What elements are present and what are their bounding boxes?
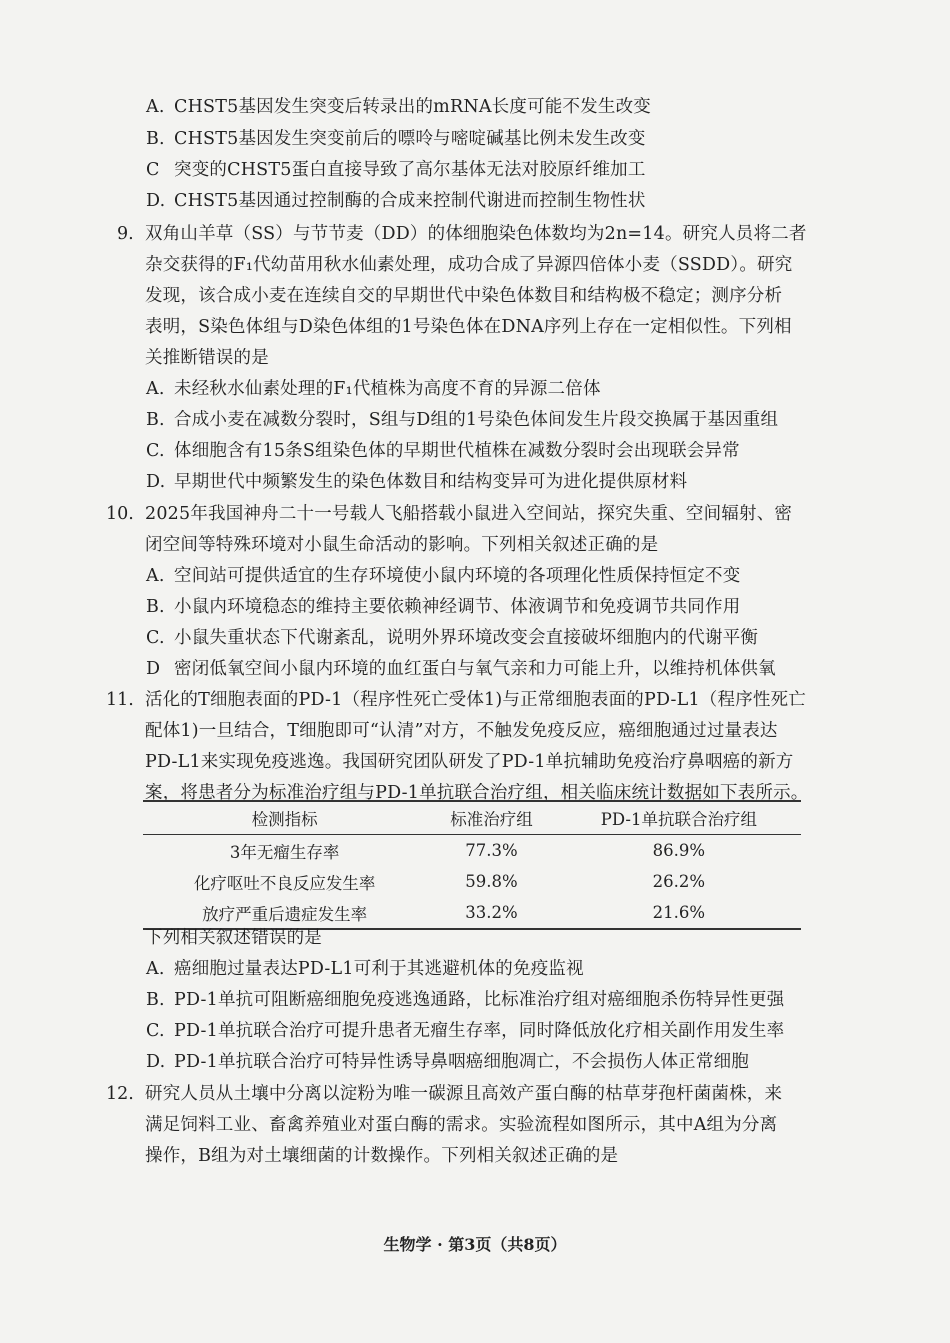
clinical-data-table xyxy=(143,800,801,930)
q11-option-b: B. PD-1单抗可阻断癌细胞免疫逃逸通路，比标准治疗组对癌细胞杀伤特异性更强 xyxy=(146,990,785,1010)
table-header-row xyxy=(143,801,801,835)
q8-option-d: D. CHST5基因通过控制酶的合成来控制代谢进而控制生物性状 xyxy=(146,191,646,211)
q9-option-c: C. 体细胞含有15条S组染色体的早期世代植株在减数分裂时会出现联会异常 xyxy=(146,441,740,461)
table-cell: 77.3% xyxy=(465,841,518,860)
q9-stem-line: 发现，该合成小麦在连续自交的早期世代中染色体数目和结构极不稳定；测序分析 xyxy=(145,286,783,306)
q11-option-d: D. PD-1单抗联合治疗可特异性诱导鼻咽癌细胞凋亡，不会损伤人体正常细胞 xyxy=(146,1052,749,1072)
table-cell: 化疗呕吐不良反应发生率 xyxy=(193,873,376,893)
table-header: PD-1单抗联合治疗组 xyxy=(557,801,801,835)
q10-option-c: C. 小鼠失重状态下代谢紊乱，说明外界环境改变会直接破坏细胞内的代谢平衡 xyxy=(146,628,759,648)
q12-number: 12. xyxy=(106,1084,134,1104)
table-cell: 放疗严重后遗症发生率 xyxy=(143,897,426,929)
q10-number: 10. xyxy=(106,504,134,524)
q9-stem-line: 杂交获得的F₁代幼苗用秋水仙素处理，成功合成了异源四倍体小麦（SSDD）。研究 xyxy=(145,255,793,275)
table-cell: 33.2% xyxy=(426,897,556,929)
q12-stem-line: 操作，B组为对土壤细菌的计数操作。下列相关叙述正确的是 xyxy=(145,1146,619,1166)
q9-option-d: D. 早期世代中频繁发生的染色体数目和结构变异可为进化提供原材料 xyxy=(146,472,688,492)
table-cell: 21.6% xyxy=(557,897,801,929)
table-cell: 26.2% xyxy=(652,872,706,891)
table-row xyxy=(143,897,801,929)
q11-stem-line: 活化的T细胞表面的PD-1（程序性死亡受体1)与正常细胞表面的PD-L1（程序性死亡 xyxy=(145,690,807,710)
q10-stem-line: 闭空间等特殊环境对小鼠生命活动的影响。下列相关叙述正确的是 xyxy=(145,535,659,555)
q11-stem-line: PD-L1来实现免疫逃逸。我国研究团队研发了PD-1单抗辅助免疫治疗鼻咽癌的新方 xyxy=(145,752,794,772)
q11-stem-line: 配体1)一旦结合，T细胞即可“认清”对方，不触发免疫反应，癌细胞通过过量表达 xyxy=(145,721,778,741)
q10-option-a: A. 空间站可提供适宜的生存环境使小鼠内环境的各项理化性质保持恒定不变 xyxy=(146,566,741,586)
q8-option-c: C 突变的CHST5蛋白直接导致了高尔基体无法对胶原纤维加工 xyxy=(146,160,646,180)
q12-stem-line: 满足饲料工业、畜禽养殖业对蛋白酶的需求。实验流程如图所示，其中A组为分离 xyxy=(145,1115,778,1135)
q11-stem-line: 案，将患者分为标准治疗组与PD-1单抗联合治疗组，相关临床统计数据如下表所示。 xyxy=(145,783,809,803)
q9-option-b: B. 合成小麦在减数分裂时，S组与D组的1号染色体间发生片段交换属于基因重组 xyxy=(146,410,779,430)
q10-option-d: D 密闭低氧空间小鼠内环境的血红蛋白与氧气亲和力可能上升，以维持机体供氧 xyxy=(146,659,776,679)
table-row xyxy=(143,835,801,867)
table-cell: 59.8% xyxy=(465,872,518,891)
q9-option-a: A. 未经秋水仙素处理的F₁代植株为高度不育的异源二倍体 xyxy=(146,379,601,399)
q11-option-a: A. 癌细胞过量表达PD-L1可利于其逃避机体的免疫监视 xyxy=(146,959,584,979)
table-row xyxy=(143,866,801,897)
q9-number: 9. xyxy=(117,224,134,244)
q12-stem-line: 研究人员从土壤中分离以淀粉为唯一碳源且高效产蛋白酶的枯草芽孢杆菌菌株，来 xyxy=(145,1084,783,1104)
table-cell: 86.9% xyxy=(652,841,706,860)
page-footer: 生物学 · 第3页（共8页） xyxy=(383,1235,567,1254)
table-cell: 3年无瘤生存率 xyxy=(229,842,340,862)
q9-stem-line: 关推断错误的是 xyxy=(145,348,269,368)
q8-option-a: A. CHST5基因发生突变后转录出的mRNA长度可能不发生改变 xyxy=(146,97,651,117)
q9-stem-line: 双角山羊草（SS）与节节麦（DD）的体细胞染色体数均为2n=14。研究人员将二者 xyxy=(145,224,807,244)
table-header: 标准治疗组 xyxy=(426,801,556,835)
q8-option-b: B. CHST5基因发生突变前后的嘌呤与嘧啶碱基比例未发生改变 xyxy=(146,129,646,149)
q11-number: 11. xyxy=(106,690,134,710)
q9-stem-line: 表明，S染色体组与D染色体组的1号染色体在DNA序列上存在一定相似性。下列相 xyxy=(145,317,792,337)
q11-prompt: 下列相关叙述错误的是 xyxy=(145,928,322,948)
q10-option-b: B. 小鼠内环境稳态的维持主要依赖神经调节、体液调节和免疫调节共同作用 xyxy=(146,597,741,617)
q10-stem-line: 2025年我国神舟二十一号载人飞船搭载小鼠进入空间站，探究失重、空间辐射、密 xyxy=(145,504,793,524)
table-header: 检测指标 xyxy=(143,801,426,835)
q11-option-c: C. PD-1单抗联合治疗可提升患者无瘤生存率，同时降低放化疗相关副作用发生率 xyxy=(146,1021,785,1041)
